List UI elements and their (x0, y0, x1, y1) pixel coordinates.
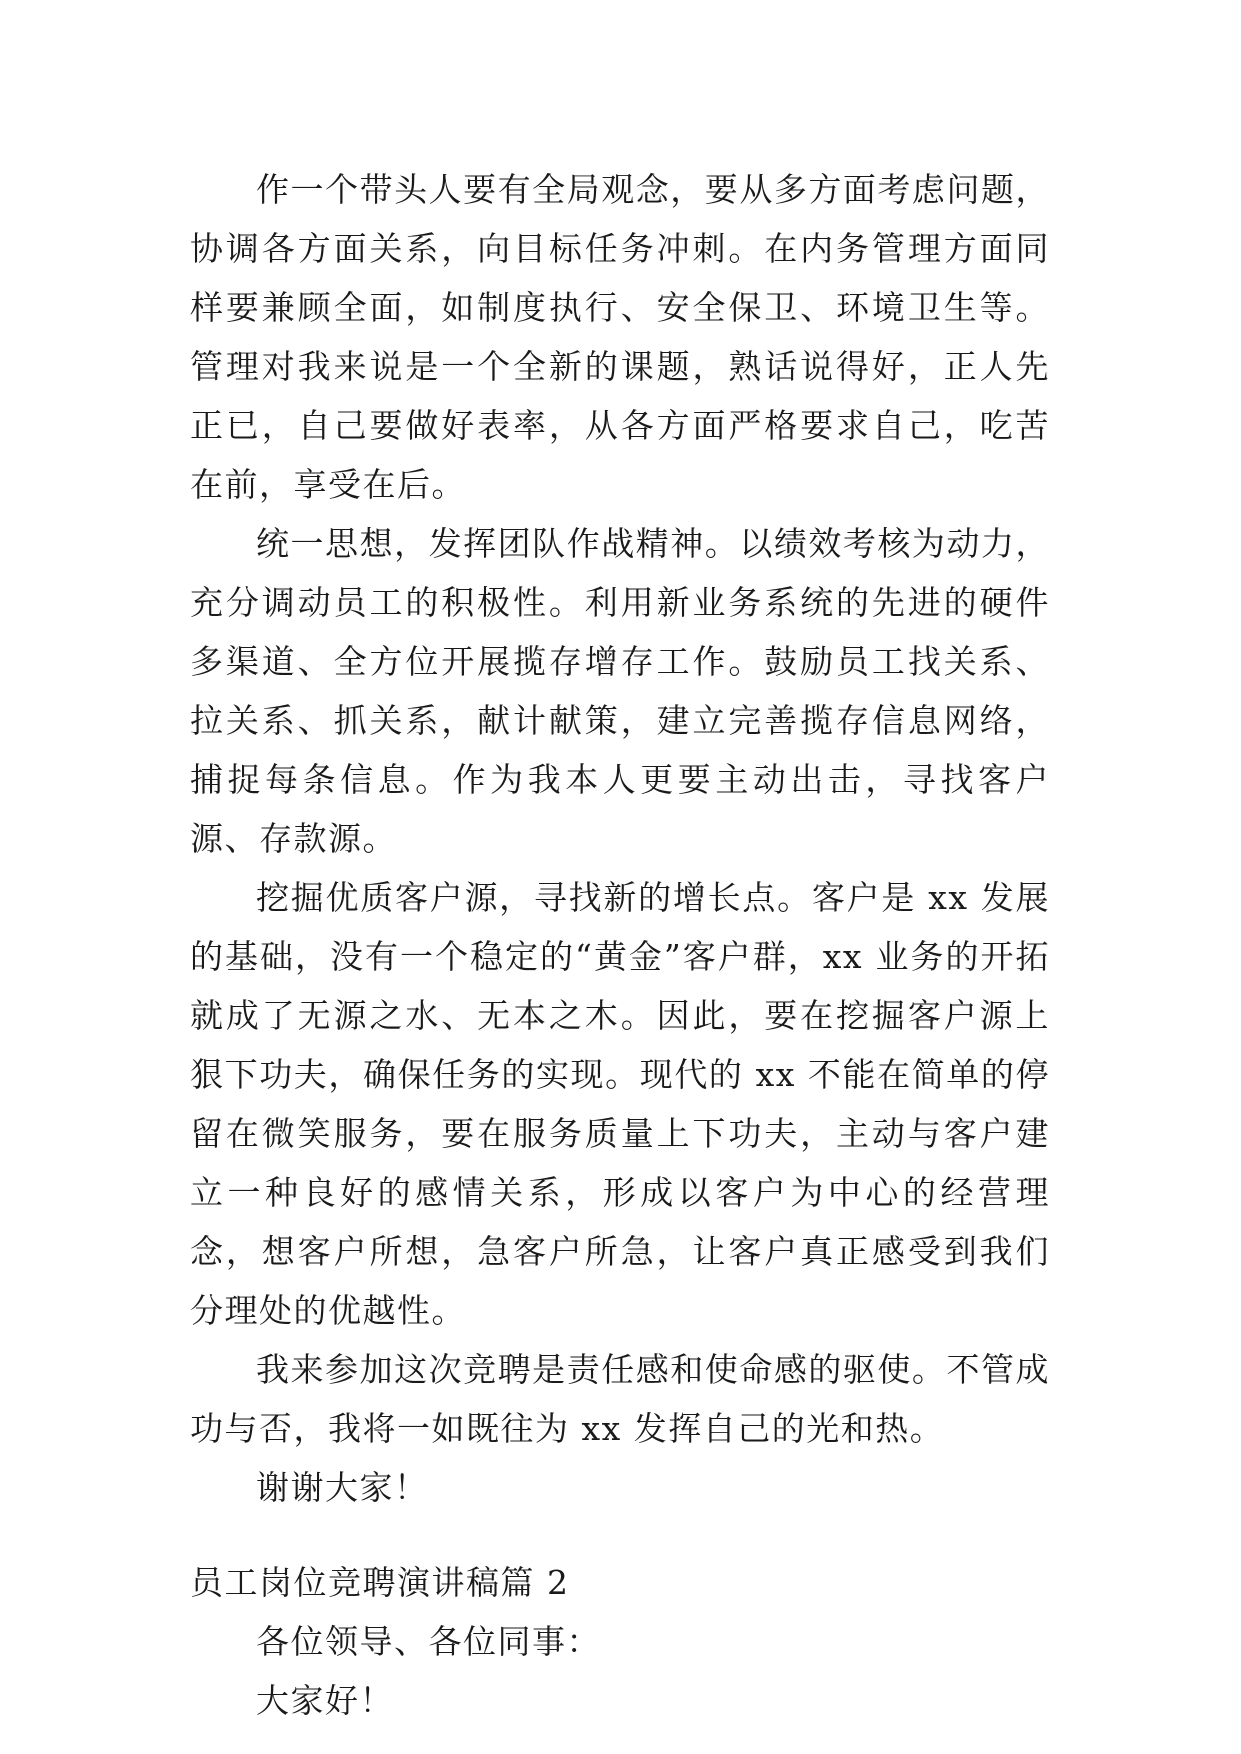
paragraph-3: 挖掘优质客户源，寻找新的增长点。客户是 xx 发展的基础，没有一个稳定的“黄金”客户群，xx 业务的开拓就成了无源之水、无本之木。因此，要在挖掘客户源上狠下功夫，确保任务的实现。现代的 xx 不能在简单的停留在微笑服务，要在服务质量上下功夫，主动与客户建立一种良好的感情关系，形成以客户为中心的经营理念，想客户所想，急客户所急，让客户真正感受到我们分理处的优越性。 (190, 878, 1050, 1330)
section-title: 员工岗位竞聘演讲稿篇 2 (190, 1563, 570, 1602)
paragraph-4: 我来参加这次竞聘是责任感和使命感的驱使。不管成功与否，我将一如既往为 xx 发挥自己的光和热。 (190, 1350, 1050, 1448)
greeting: 大家好！ (256, 1681, 394, 1720)
document-body (190, 160, 1050, 1730)
salutation: 各位领导、各位同事： (256, 1622, 601, 1661)
paragraph-2: 统一思想，发挥团队作战精神。以绩效考核为动力，充分调动员工的积极性。利用新业务系统的先进的硬件多渠道、全方位开展揽存增存工作。鼓励员工找关系、拉关系、抓关系，献计献策，建立完善揽存信息网络，捕捉每条信息。作为我本人更要主动出击，寻找客户源、存款源。 (190, 524, 1050, 858)
closing-thanks: 谢谢大家！ (256, 1468, 429, 1507)
paragraph-1: 作一个带头人要有全局观念，要从多方面考虑问题，协调各方面关系，向目标任务冲刺。在内务管理方面同样要兼顾全面，如制度执行、安全保卫、环境卫生等。管理对我来说是一个全新的课题，熟话说得好，正人先正已，自己要做好表率，从各方面严格要求自己，吃苦在前，享受在后。 (190, 170, 1050, 504)
